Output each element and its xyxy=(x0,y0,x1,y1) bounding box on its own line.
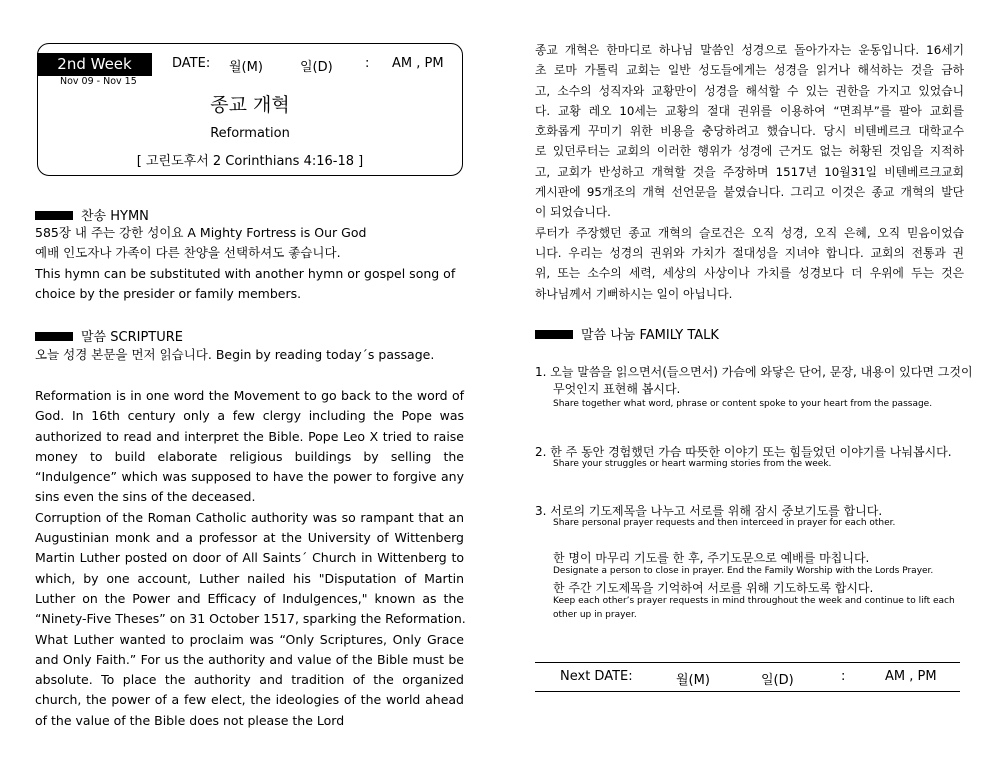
closing-line: Designate a person to close in prayer. End the Family Worship with the Lords Prayer. xyxy=(553,566,934,576)
question-3: 3. 서로의 기도제목을 나누고 서로를 위해 잠시 중보기도를 합니다. xyxy=(535,504,883,518)
scripture-reference: [ 고린도후서 2 Corinthians 4:16-18 ] xyxy=(136,154,364,169)
text-line: 초 로마 가톨릭 교회는 일반 성도들에게는 성경을 읽거나 해석하는 것을 금하 xyxy=(535,63,964,78)
month-label: 월(M) xyxy=(229,60,263,75)
question-2: 2. 한 주 동안 경험했던 가슴 따뜻한 이야기 또는 힘들었던 이야기를 나눠봅시다. xyxy=(535,445,952,459)
next-date-label: Next DATE: xyxy=(560,669,633,684)
divider xyxy=(535,662,960,663)
ampm-label: AM , PM xyxy=(392,56,444,71)
text-line: “Indulgence” which was supposed to have the power to forgive any xyxy=(35,469,464,485)
text-line: 루터가 주장했던 종교 개혁의 슬로건은 오직 성경, 오직 은혜, 오직 믿음이었습 xyxy=(535,225,964,240)
question-1: 1. 오늘 말씀을 읽으면서(들으면서) 가슴에 와닿은 단어, 문장, 내용이 있다면 그것이 xyxy=(535,365,973,379)
question-1-english: Share together what word, phrase or content spoke to your heart from the passage. xyxy=(553,399,933,409)
text-line: absolute. To place the authority and tradition of the organized xyxy=(35,672,464,688)
text-line: 이 되었습니다. xyxy=(535,205,611,220)
next-day-label: 일(D) xyxy=(761,673,794,688)
closing-line: other up in prayer. xyxy=(553,610,637,620)
date-label: DATE: xyxy=(172,56,211,71)
hymn-line: 예배 인도자나 가족이 다른 찬양을 선택하셔도 좋습니다. xyxy=(35,245,341,260)
text-line: Reformation is in one word the Movement to go back to the word of xyxy=(35,388,464,403)
heading-bar xyxy=(535,330,573,339)
text-line: Luther on the Power and Efficacy of Indulgences," known as the xyxy=(35,590,464,606)
text-line: 다. 교황 레오 10세는 교황의 절대 권위를 이용하여 “면죄부”를 팔아 교회를 xyxy=(535,103,964,118)
heading-bar xyxy=(35,211,73,220)
question-1-cont: 무엇인지 표현해 봅시다. xyxy=(553,382,681,396)
scripture-korean xyxy=(535,40,964,304)
page-title: 종교 개혁 xyxy=(210,94,290,116)
text-line: which, by one account, Luther nailed his "Disputation of Martin xyxy=(35,570,464,586)
hymn-line: This hymn can be substituted with another hymn or gospel song of xyxy=(35,266,456,281)
question-3-english: Share personal prayer requests and then interceed in prayer for each other. xyxy=(553,518,896,528)
closing-line: Keep each other’s prayer requests in mind throughout the week and continue to lift each xyxy=(553,596,955,606)
scripture-heading-text: 말씀 SCRIPTURE xyxy=(81,330,183,345)
scripture-english xyxy=(35,386,464,731)
family-talk-heading-text: 말씀 나눔 FAMILY TALK xyxy=(581,328,719,343)
text-line: 호화롭게 꾸미기 위한 비용을 충당하려고 했습니다. 당시 비텐베르크 대학교수 xyxy=(535,124,964,139)
scripture-heading xyxy=(35,326,183,345)
heading-bar xyxy=(35,332,73,341)
text-line: authorized to read and interpret the Bible. Pope Leo X tried to raise xyxy=(35,428,464,444)
hymn-heading xyxy=(35,205,149,224)
week-range: Nov 09 - Nov 15 xyxy=(60,76,137,87)
text-line: Corruption of the Roman Catholic authority was so rampant that an xyxy=(35,509,464,525)
text-line: God. In 16th century only a few clergy including the Pope was xyxy=(35,408,464,424)
text-line: 종교 개혁은 한마디로 하나님 말씀인 성경으로 돌아가자는 운동입니다. 16세기 xyxy=(535,43,964,57)
hymn-heading-text: 찬송 HYMN xyxy=(81,209,149,224)
closing-line: 한 명이 마무리 기도를 한 후, 주기도문으로 예배를 마칩니다. xyxy=(553,551,870,565)
divider xyxy=(535,691,960,692)
text-line: of the value of the Bible does not please the Lord xyxy=(35,712,345,728)
text-line: “Ninety-Five Theses” on 31 October 1517, sparking the Reformation. xyxy=(35,611,466,627)
text-line: 로 있던루터는 교회의 이러한 행위가 성경에 근거도 없는 허황된 것임을 지적하 xyxy=(535,144,964,159)
scripture-intro: 오늘 성경 본문을 먼저 읽습니다. Begin by reading today´s passage. xyxy=(35,347,435,362)
text-line: 하나님께서 기뻐하시는 일이 아닙니다. xyxy=(535,286,733,301)
text-line: sins even the sins of the deceased. xyxy=(35,489,256,505)
next-month-label: 월(M) xyxy=(676,673,710,688)
text-line: and Only Faith.” For us the authority and value of the Bible must be xyxy=(35,651,464,667)
page-subtitle: Reformation xyxy=(210,126,290,141)
next-ampm: AM , PM xyxy=(885,669,937,684)
closing-line: 한 주간 기도제목을 기억하여 서로를 위해 기도하도록 합시다. xyxy=(553,581,874,595)
text-line: Martin Luther posted on door of All Saints´ Church in Wittenberg to xyxy=(35,550,464,566)
hymn-line: choice by the presider or family members. xyxy=(35,286,302,301)
text-line: 위, 또는 소수의 세력, 세상의 사상이나 가치를 성경보다 더 우위에 두는 것은 xyxy=(535,266,964,281)
text-line: 고, 교회가 반성하고 개혁할 것을 주장하며 1517년 10월31일 비텐베르크교회 xyxy=(535,164,964,179)
text-line: 게시판에 95개조의 개혁 선언문을 붙였습니다. 그리고 이것은 종교 개혁의 발단 xyxy=(535,185,964,200)
text-line: Augustinian monk and a professor at the University of Wittenberg xyxy=(35,530,464,546)
day-label: 일(D) xyxy=(300,60,333,75)
family-talk-heading xyxy=(535,324,719,343)
text-line: 고, 소수의 성직자와 교황만이 성경을 해석할 수 있는 권한을 가지고 있었습니 xyxy=(535,83,964,98)
week-badge: 2nd Week xyxy=(37,53,152,76)
next-colon: : xyxy=(841,669,846,684)
date-colon: : xyxy=(365,56,370,71)
text-line: 니다. 우리는 성경의 권위와 가치가 절대성을 지녀야 합니다. 교회의 전통과 권 xyxy=(535,245,964,260)
text-line: church, the power of a few elect, the ideologies of the world ahead xyxy=(35,692,464,708)
text-line: What Luther wanted to proclaim was “Only Scriptures, Only Grace xyxy=(35,631,464,647)
hymn-line: 585장 내 주는 강한 성이요 A Mighty Fortress is Our God xyxy=(35,225,367,240)
question-2-english: Share your struggles or heart warming stories from the week. xyxy=(553,459,832,469)
text-line: money to build elaborate religious buildings by selling the xyxy=(35,448,464,464)
